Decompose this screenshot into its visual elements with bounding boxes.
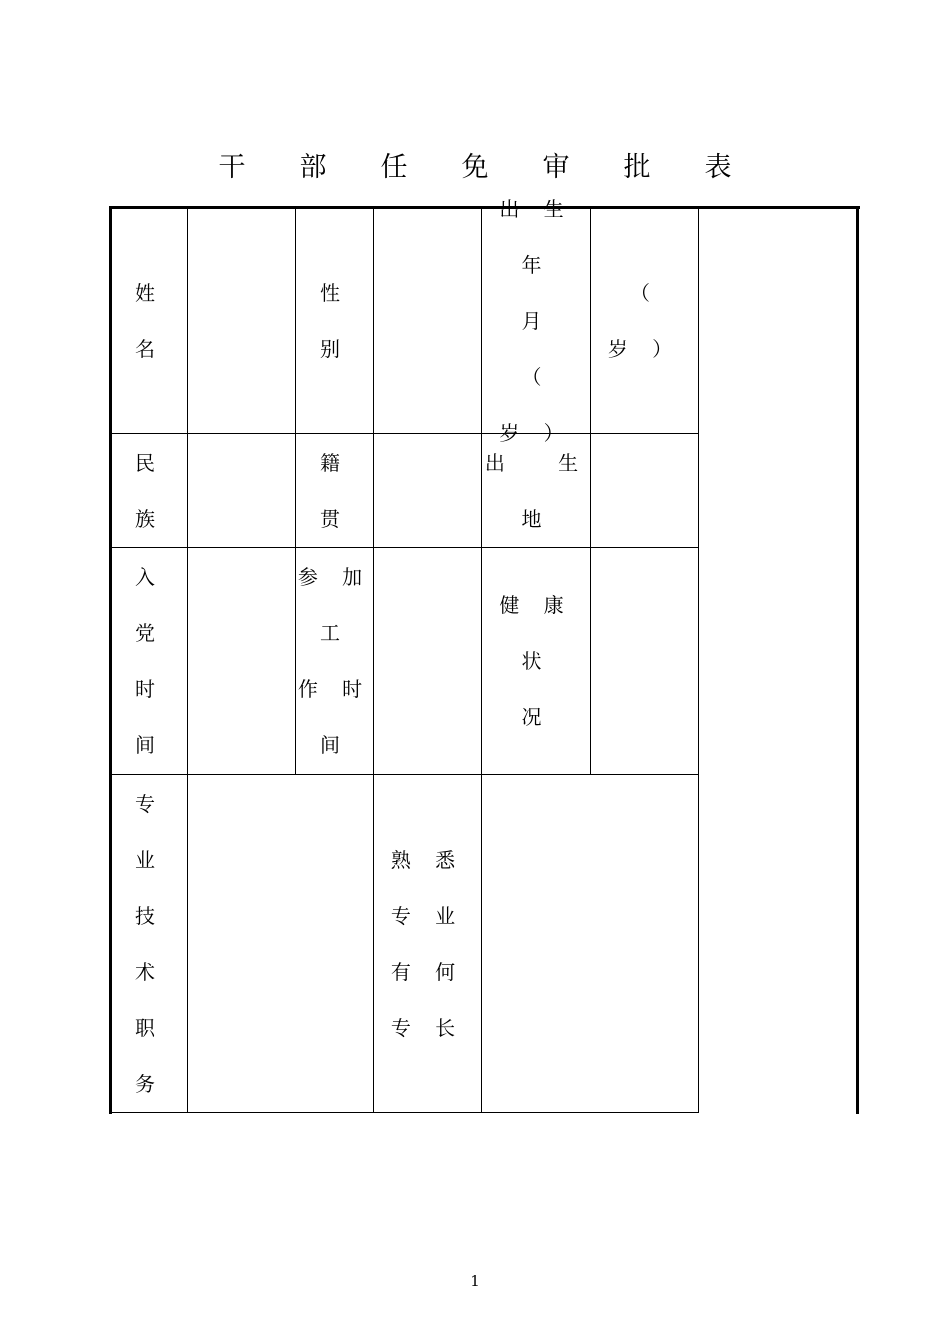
label-ethnicity: 民 族	[135, 450, 164, 531]
label-work-start-date: 参 加 工 作 时 间	[297, 565, 372, 757]
label-cell-ethnicity	[112, 434, 188, 548]
label-professional-title: 专 业 技 术 职 务	[135, 791, 164, 1096]
label-name: 姓 名	[135, 281, 193, 361]
label-party-join-date: 入 党 时 间	[135, 565, 164, 757]
field-birth[interactable]	[591, 209, 699, 434]
label-cell-gender	[296, 209, 374, 434]
label-birth: 出 生 年 月 （ 岁 ）	[499, 197, 573, 445]
label-cell-birthplace	[482, 434, 591, 548]
field-professional-title[interactable]	[188, 775, 374, 1113]
label-cell-name	[112, 209, 193, 434]
label-native-place: 籍 贯	[320, 450, 349, 531]
field-expertise[interactable]	[482, 775, 699, 1113]
label-birthplace: 出 生 地	[484, 450, 588, 531]
label-cell-expertise	[374, 775, 482, 1113]
age-placeholder: （ 岁 ）	[607, 281, 682, 361]
page-number: 1	[470, 1272, 480, 1290]
label-gender: 性 别	[320, 281, 349, 361]
label-cell-work-start-date	[296, 548, 374, 775]
field-health[interactable]	[591, 548, 699, 775]
field-birthplace[interactable]	[591, 434, 699, 548]
label-cell-health	[482, 548, 591, 775]
field-name[interactable]	[188, 209, 296, 434]
form-title: 干部任免审批表	[218, 152, 786, 183]
table-border-right	[856, 206, 859, 1114]
label-cell-professional-title	[112, 775, 188, 1113]
label-cell-party-join-date	[112, 548, 188, 775]
label-health: 健 康 状 况	[499, 593, 573, 729]
field-work-start-date[interactable]	[374, 548, 482, 775]
label-cell-birth	[482, 197, 591, 445]
field-native-place[interactable]	[374, 434, 482, 548]
field-gender[interactable]	[374, 209, 482, 434]
label-cell-native-place	[296, 434, 374, 548]
field-ethnicity[interactable]	[188, 434, 296, 548]
field-party-join-date[interactable]	[188, 548, 296, 775]
photo-area[interactable]	[699, 209, 856, 1114]
label-expertise: 熟 悉 专 业 有 何 专 长	[390, 847, 465, 1040]
